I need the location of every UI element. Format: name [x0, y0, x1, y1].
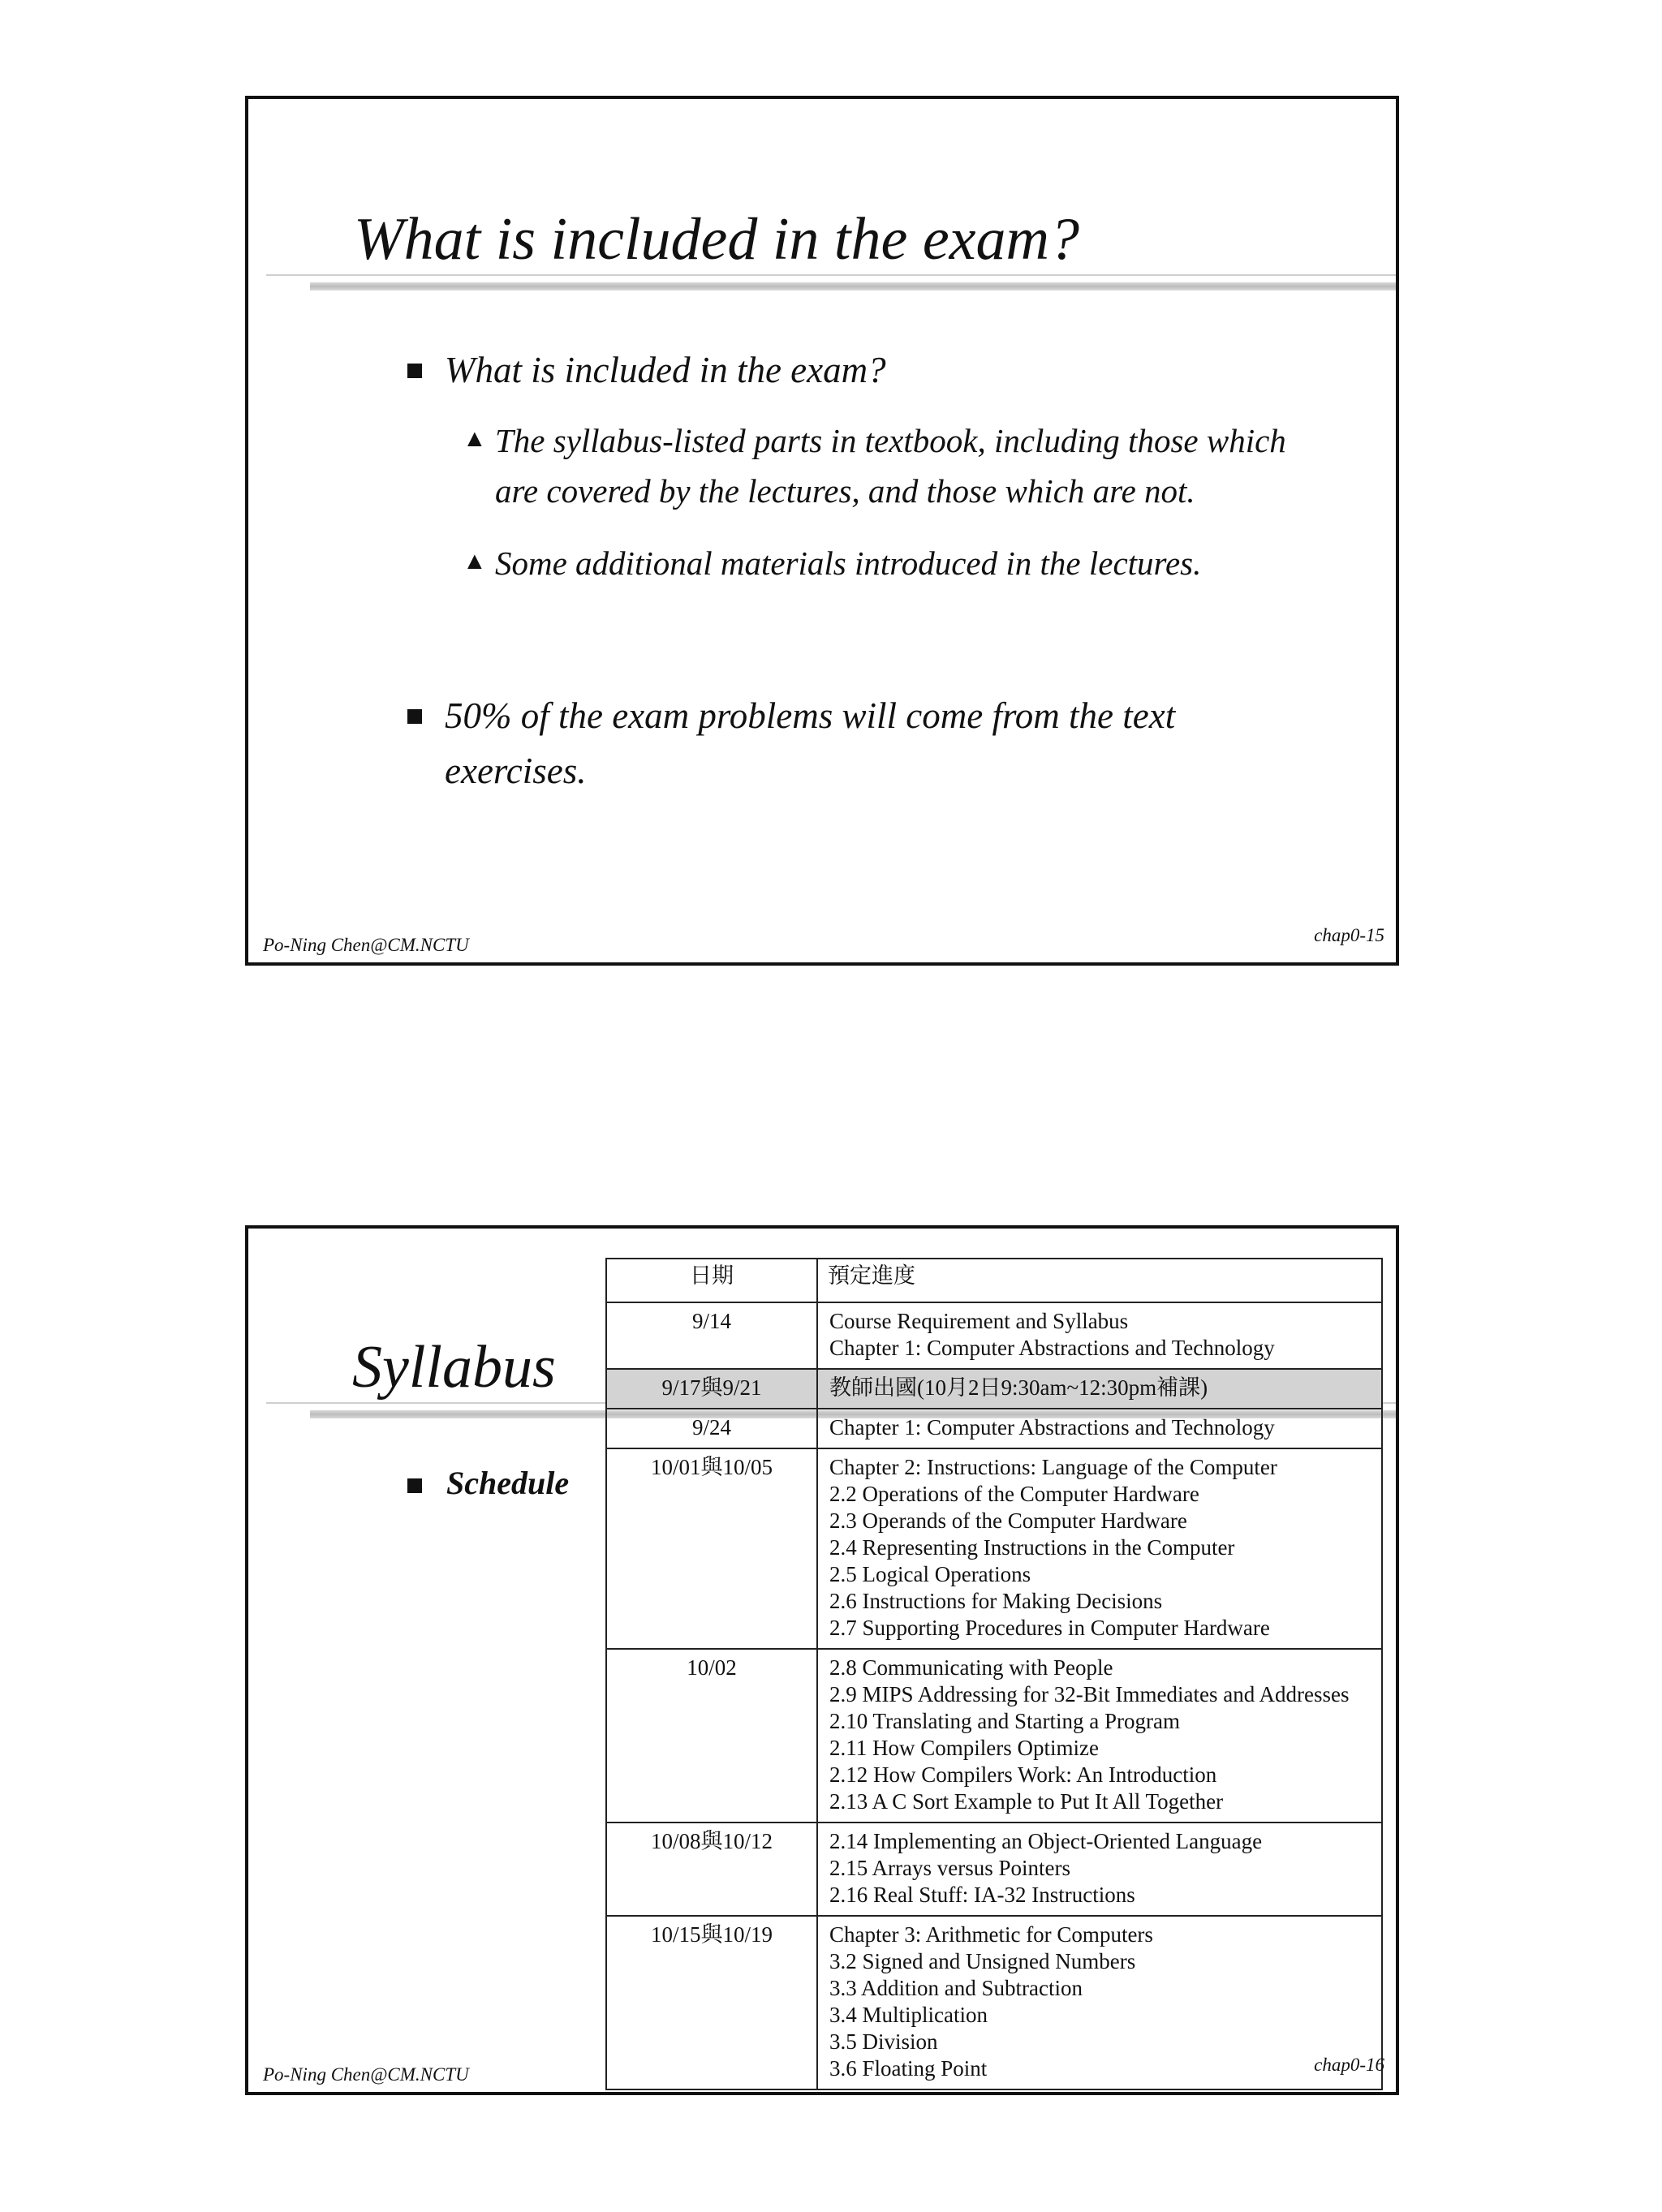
title-divider-bar	[310, 282, 1396, 290]
topic-line: 2.7 Supporting Procedures in Computer Hardware	[829, 1616, 1270, 1640]
topic-line: 2.8 Communicating with People	[829, 1655, 1113, 1680]
header-date: 日期	[606, 1259, 817, 1302]
schedule-date-cell: 9/14	[606, 1302, 817, 1369]
topic-line: 2.14 Implementing an Object-Oriented Language	[829, 1829, 1263, 1853]
schedule-date-cell: 10/15與10/19	[606, 1916, 817, 2089]
footer-author: Po-Ning Chen@CM.NCTU	[263, 2064, 469, 2085]
table-row	[606, 1409, 1382, 1448]
topic-line: 2.4 Representing Instructions in the Computer	[829, 1535, 1235, 1560]
schedule-date-cell: 9/24	[606, 1409, 817, 1448]
schedule-date-cell: 10/02	[606, 1649, 817, 1823]
square-bullet-icon	[407, 1478, 422, 1493]
topic-line: Chapter 1: Computer Abstractions and Technology	[829, 1336, 1275, 1360]
footer-author: Po-Ning Chen@CM.NCTU	[263, 935, 469, 955]
topic-line: Chapter 1: Computer Abstractions and Technology	[829, 1415, 1275, 1440]
topic-line: 2.12 How Compilers Work: An Introduction	[829, 1762, 1217, 1787]
slide-syllabus	[245, 1225, 1399, 2095]
topic-line: 3.6 Floating Point	[829, 2056, 988, 2081]
schedule-topic-cell	[817, 1409, 1382, 1448]
topic-line: 3.2 Signed and Unsigned Numbers	[829, 1949, 1136, 1973]
topic-line: 2.5 Logical Operations	[829, 1562, 1031, 1586]
topic-line: Chapter 3: Arithmetic for Computers	[829, 1922, 1153, 1947]
title-divider	[266, 274, 1396, 276]
square-bullet-icon	[407, 364, 422, 378]
schedule-topic-cell	[817, 1823, 1382, 1916]
subbullet-text-line2: are covered by the lectures, and those which are not.	[495, 472, 1195, 510]
schedule-topic-cell	[817, 1916, 1382, 2089]
bullet-text-line1: 50% of the exam problems will come from the text	[445, 695, 1176, 736]
schedule-date-cell: 10/01與10/05	[606, 1448, 817, 1649]
table-row	[606, 1823, 1382, 1916]
table-row	[606, 1916, 1382, 2089]
schedule-table	[605, 1258, 1383, 2090]
subbullet-text-line1: The syllabus-listed parts in textbook, including those which	[495, 422, 1286, 459]
topic-line: 2.10 Translating and Starting a Program	[829, 1709, 1180, 1733]
topic-line: 3.5 Division	[829, 2029, 938, 2054]
topic-line: 2.9 MIPS Addressing for 32-Bit Immediates and Addresses	[829, 1682, 1350, 1706]
schedule-topic-cell	[817, 1302, 1382, 1369]
topic-line: 2.16 Real Stuff: IA-32 Instructions	[829, 1883, 1135, 1907]
subbullet-text: Some additional materials introduced in the lectures.	[495, 544, 1202, 582]
square-bullet-icon	[407, 709, 422, 724]
table-row	[606, 1448, 1382, 1649]
footer-page-number: chap0-15	[1314, 925, 1384, 945]
schedule-bullet-text: Schedule	[446, 1465, 570, 1501]
header-progress: 預定進度	[817, 1259, 1382, 1302]
topic-line: 2.13 A C Sort Example to Put It All Together	[829, 1789, 1224, 1814]
bullet-text-line2: exercises.	[445, 751, 587, 791]
topic-line: 2.11 How Compilers Optimize	[829, 1736, 1099, 1760]
topic-line: 教師出國(10月2日9:30am~12:30pm補課)	[829, 1375, 1208, 1400]
topic-line: 2.15 Arrays versus Pointers	[829, 1856, 1070, 1880]
caret-bullet-icon: ▲	[463, 425, 487, 452]
topic-line: 2.6 Instructions for Making Decisions	[829, 1589, 1163, 1613]
table-row	[606, 1302, 1382, 1369]
bullet-text: What is included in the exam?	[445, 350, 886, 390]
footer-page-number: chap0-16	[1314, 2055, 1384, 2075]
schedule-date-cell: 9/17與9/21	[606, 1369, 817, 1409]
table-row	[606, 1649, 1382, 1823]
table-header-row	[606, 1259, 1382, 1302]
schedule-topic-cell	[817, 1369, 1382, 1409]
topic-line: 3.3 Addition and Subtraction	[829, 1976, 1083, 2000]
topic-line: 2.2 Operations of the Computer Hardware	[829, 1482, 1199, 1506]
topic-line: 3.4 Multiplication	[829, 2003, 988, 2027]
topic-line: 2.3 Operands of the Computer Hardware	[829, 1508, 1187, 1533]
slide-exam-contents	[245, 96, 1399, 966]
caret-bullet-icon: ▲	[463, 548, 487, 575]
slide-title: What is included in the exam?	[354, 206, 1079, 273]
schedule-topic-cell	[817, 1448, 1382, 1649]
topic-line: Chapter 2: Instructions: Language of the Computer	[829, 1455, 1277, 1479]
schedule-date-cell: 10/08與10/12	[606, 1823, 817, 1916]
topic-line: Course Requirement and Syllabus	[829, 1309, 1129, 1333]
table-row	[606, 1369, 1382, 1409]
schedule-topic-cell	[817, 1649, 1382, 1823]
slide-title: Syllabus	[352, 1334, 556, 1401]
